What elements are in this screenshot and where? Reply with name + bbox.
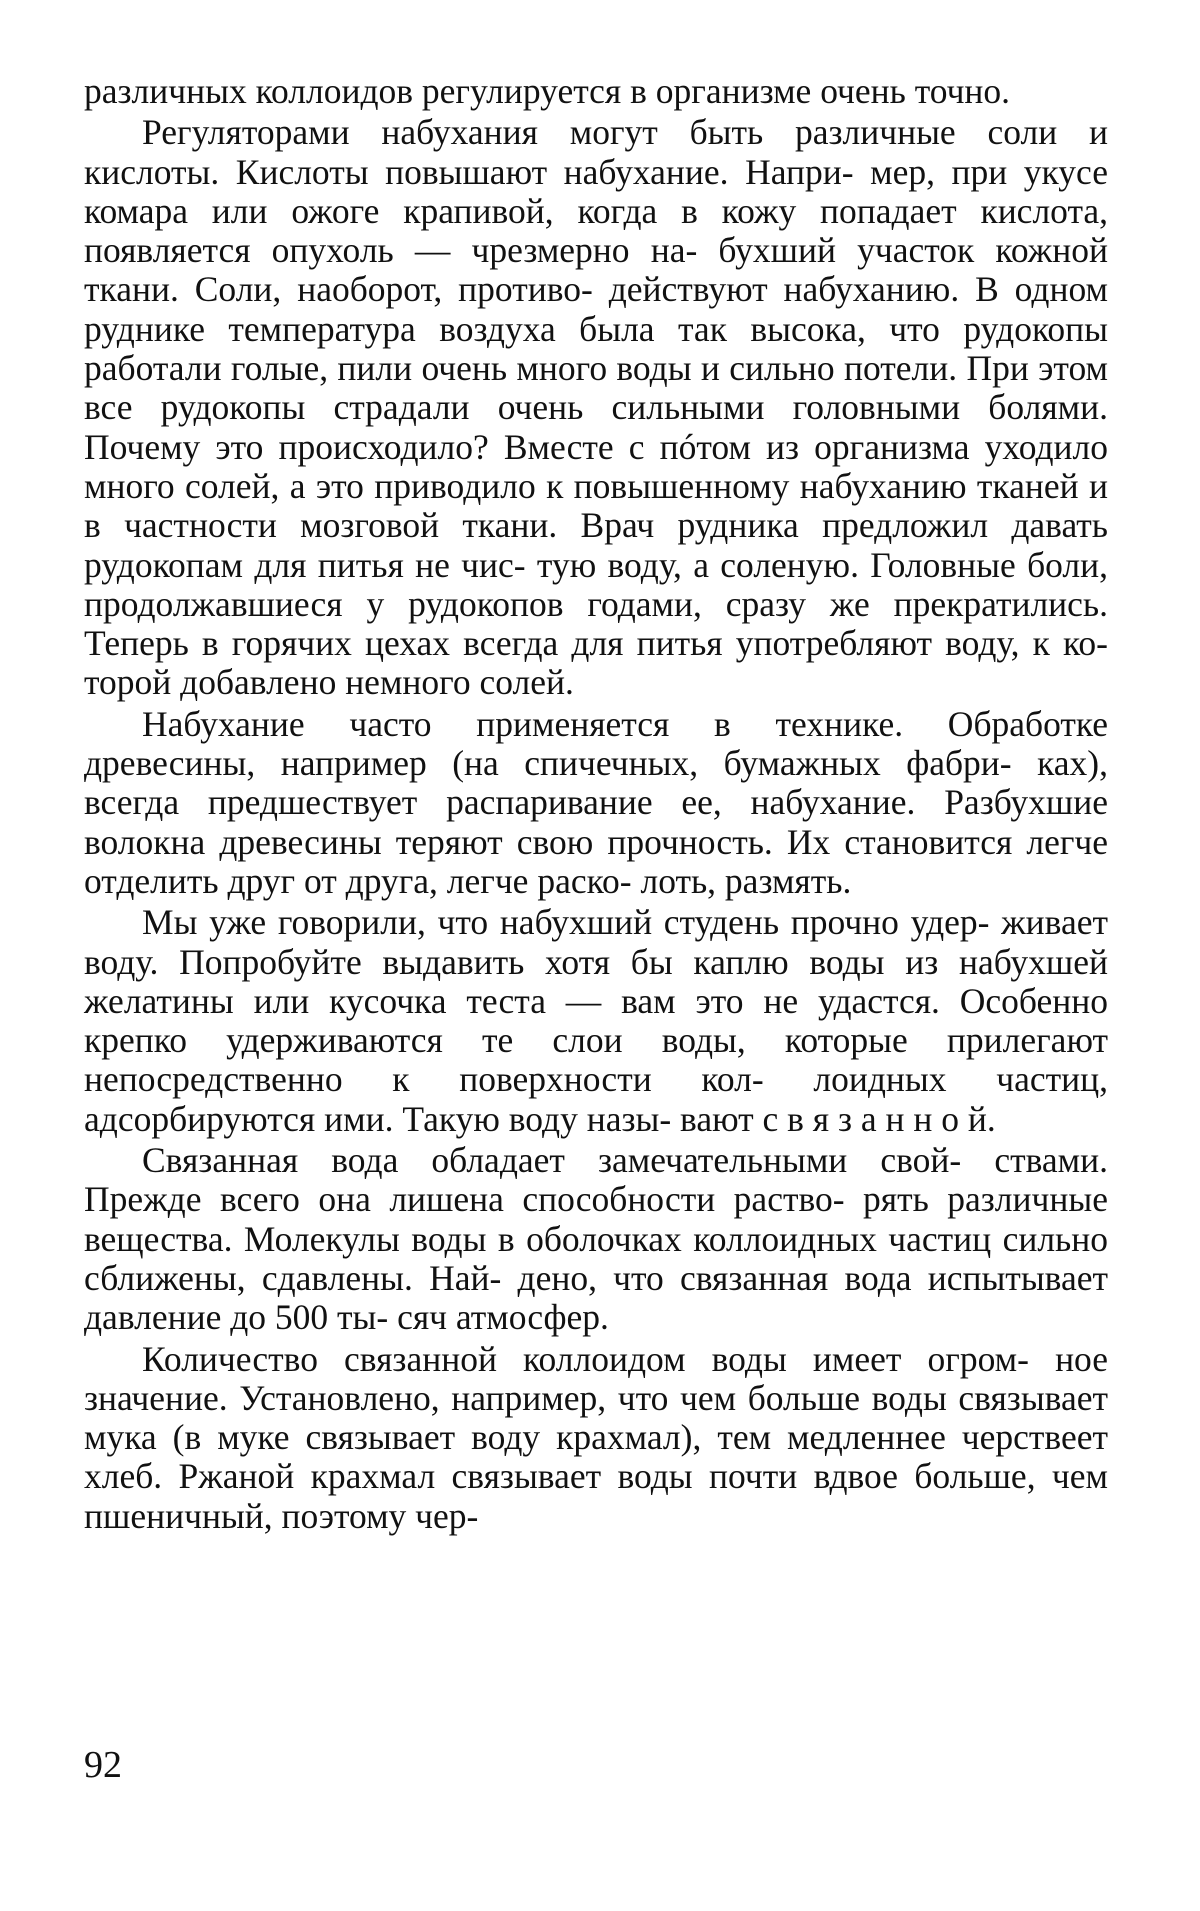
text-line: Их становится легче отделить друг от друга, легче раско-: [84, 821, 1109, 901]
text-line: ное значение. Установлено, например, что чем больше: [84, 1338, 1109, 1418]
text-line: бухший участок кожной ткани. Соли, наоборот, противо-: [84, 230, 1108, 310]
text-line: пили очень много воды и сильно потели. При этом все: [84, 348, 1108, 428]
text-line: точно.: [914, 71, 1011, 111]
text-line: дено, что связанная вода испытывает давление до 500 ты-: [84, 1257, 1108, 1338]
text-line: лоть, размять.: [640, 860, 852, 901]
text-line: ках), всегда предшествует распаривание ее, набухание.: [84, 743, 1109, 823]
text-line: сяч атмосфер.: [397, 1297, 609, 1338]
text-line: Почему это происходило? Вместе с пóтом из организма: [84, 426, 970, 467]
text-line: воды почти вдвое больше, чем пшеничный, поэтому чер-: [84, 1456, 1109, 1536]
text-line: соли и кислоты. Кислоты повышают набухание. Напри-: [84, 112, 1109, 192]
text-line: горячих цехах всегда для питья употребляют воду, к ко-: [231, 623, 1108, 664]
text-line: набуханию тканей и в частности мозговой ткани. Врач: [84, 465, 1108, 546]
text-line: тем медленнее черствеет хлеб. Ржаной крахмал связывает: [84, 1417, 1109, 1497]
text-line: Разбухшие волокна древесины теряют свою прочность.: [84, 782, 1109, 862]
text-line: вают с в я з а н н о й.: [680, 1098, 996, 1139]
text-line: ствами. Прежде всего она лишена способности раство-: [84, 1140, 1108, 1220]
text-line: Набухание часто применяется в технике. Обработке: [142, 703, 1108, 744]
text-line: рудника предложил давать рудокопам для питья не чис-: [84, 505, 1108, 585]
paragraph: [84, 705, 1108, 901]
text-line: лоидных частиц, адсорбируются ими. Такую воду назы-: [84, 1059, 1108, 1139]
text-line: различных коллоидов регулируется в организме очень: [84, 71, 906, 111]
text-line: мер, при укусе комара или ожоге крапивой, когда в кожу: [84, 151, 1109, 231]
text-line: рудокопы страдали очень сильными головными болями.: [160, 387, 1108, 428]
book-page-text: [84, 72, 1108, 1536]
text-line: действуют набуханию. В одном руднике температура: [84, 269, 1108, 349]
paragraph: [84, 72, 1108, 111]
text-line: у рудокопов годами, сразу же прекратились. Теперь в: [84, 583, 1108, 664]
paragraph: [84, 113, 1108, 702]
text-line: уходило много солей, а это приводило к повышенному: [84, 426, 1108, 506]
text-line: торой добавлено немного солей.: [84, 662, 574, 703]
text-line: тую воду, а соленую. Головные боли, продолжавшиеся: [84, 544, 1109, 624]
text-line: из набухшей желатины или кусочка теста — вам это не: [84, 941, 1109, 1021]
text-line: Регуляторами набухания могут быть различные: [142, 112, 956, 153]
text-line: рять различные вещества. Молекулы воды в оболочках: [84, 1179, 1108, 1259]
text-line: попадает кислота, появляется опухоль — чрезмерно на-: [84, 190, 1109, 271]
text-line: живает воду. Попробуйте выдавить хотя бы каплю воды: [84, 902, 1108, 982]
text-line: удастся. Особенно крепко удерживаются те слои воды,: [84, 980, 1109, 1061]
text-line: Связанная вода обладает замечательными свой-: [142, 1140, 962, 1181]
paragraph: [84, 1141, 1108, 1337]
paragraph: [84, 903, 1108, 1139]
text-line: коллоидных частиц сильно сближены, сдавлены. Най-: [84, 1218, 1108, 1298]
text-line: которые прилегают непосредственно к поверхности кол-: [84, 1020, 1109, 1100]
text-line: Мы уже говорили, что набухший студень прочно удер-: [142, 902, 990, 943]
text-line: воды связывает мука (в муке связывает воду крахмал),: [84, 1377, 1108, 1458]
paragraph: [84, 1340, 1108, 1536]
page-number: 92: [84, 1744, 122, 1786]
text-line: Количество связанной коллоидом воды имеет огром-: [142, 1338, 1029, 1379]
text-line: древесины, например (на спичечных, бумажных фабри-: [84, 743, 1012, 784]
text-line: воздуха была так высока, что рудокопы работали голые,: [84, 308, 1109, 389]
